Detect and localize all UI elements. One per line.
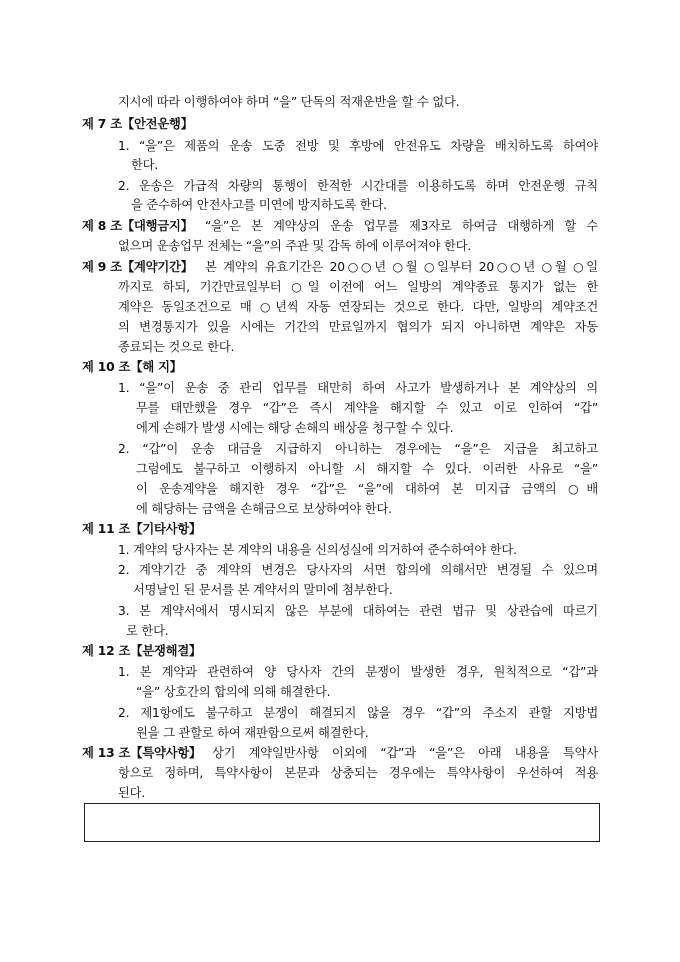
article-11-heading: 제 11 조【기타사항】 [82,522,202,536]
article-11-item-3-line-1: 3. 본 계약서에서 명시되지 않은 부분에 대하여는 관련 법규 및 상관습에 따르기 [118,604,598,618]
article-7-item-1-line-1: 1. “을”은 제품의 운송 도중 전방 및 후방에 안전유도 차량을 배치하도록 하여야 [118,139,598,153]
article-11-item-2-line-1: 2. 계약기간 중 계약의 변경은 당사자의 서면 합의에 의해서만 변경될 수 있으며 [118,563,598,577]
article-13-line-2: 항으로 정하며, 특약사항이 본문과 상충되는 경우에는 특약사항이 우선하여 적용 [118,766,598,780]
article-7-item-1-line-2: 한다. [131,158,159,172]
article-9-heading: 제 9 조【계약기간】 [82,260,193,274]
article-7-heading: 제 7 조【안전운행】 [82,117,193,131]
article-12-heading: 제 12 조【분쟁해결】 [82,644,202,658]
article-11-item-2-line-2: 서명날인 된 문서를 본 계약서의 말미에 첨부한다. [133,583,393,597]
article-10-item-2-line-4: 에 해당하는 금액을 손해금으로 보상하여야 한다. [136,502,392,516]
article-9-line-1: 본 계약의 유효기간은 20○○년 ○월 ○일부터 20○○년 ○월 ○일 [205,260,598,274]
article-10-item-1-line-1: 1. “을”이 운송 중 관리 업무를 태만히 하여 사고가 발생하거나 본 계약상의 의 [118,381,598,395]
article-8-line-2: 없으며 운송업무 전체는 “을”의 주관 및 감독 하에 이루어져야 한다. [118,239,472,253]
article-7-item-2-line-2: 을 준수하여 안전사고를 미연에 방지하도록 한다. [131,198,387,212]
article-10-item-1-line-2: 무를 태만했을 경우 “갑”은 즉시 계약을 해지할 수 있고 이로 인하여 “갑” [136,401,598,415]
article-13-heading: 제 13 조【특약사항】 [82,746,202,760]
article-9-line-4: 의 변경통지가 있을 시에는 기간의 만료일까지 협의가 되지 아니하면 계약은 자동 [118,320,598,334]
continuation-text: 지시에 따라 이행하여야 하며 “을” 단독의 적재운반을 할 수 없다. [118,95,460,109]
article-13-line-1: 상기 계약일반사항 이외에 “갑”과 “을”은 아래 내용을 특약사 [212,746,598,760]
article-12-item-2-line-1: 2. 제1항에도 불구하고 분쟁이 해결되지 않을 경우 “갑”의 주소지 관할 지방법 [118,706,598,720]
article-10-heading: 제 10 조【해 지】 [82,360,182,374]
article-9-line-2: 까지로 하되, 기간만료일부터 ○일 이전에 어느 일방의 계약종료 통지가 없는 한 [118,280,598,294]
article-12-item-1-line-1: 1. 본 계약과 관련하여 양 당사자 간의 분쟁이 발생한 경우, 원칙적으로 “갑”과 [118,665,598,679]
article-10-item-1-line-3: 에게 손해가 발생 시에는 해당 손해의 배상을 청구할 수 있다. [136,421,454,435]
article-10-item-2-line-1: 2. “갑”이 운송 대금을 지급하지 아니하는 경우에는 “을”은 지급을 최고하고 [118,442,598,456]
article-12-item-2-line-2: 원을 그 관할로 하여 재판함으로써 해결한다. [136,726,369,740]
article-12-item-1-line-2: “을” 상호간의 합의에 의해 해결한다. [136,685,331,699]
article-11-item-1-line-1: 1. 계약의 당사자는 본 계약의 내용을 신의성실에 의거하여 준수하여야 한다. [118,543,517,557]
article-10-item-2-line-2: 그럼에도 불구하고 이행하지 아니할 시 해지할 수 있다. 이러한 사유로 “을” [136,462,598,476]
article-8-heading: 제 8 조【대행금지】 [82,219,193,233]
article-11-item-3-line-2: 로 한다. [126,624,169,638]
article-7-item-2-line-1: 2. 운송은 가급적 차량의 통행이 한적한 시간대를 이용하도록 하며 안전운행 규칙 [118,179,598,193]
article-10-item-2-line-3: 이 운송계약을 해지한 경우 “갑”은 “을”에 대하여 본 미지급 금액의 ○배 [136,482,598,496]
article-9-line-3: 계약은 동일조건으로 매 ○년씩 자동 연장되는 것으로 한다. 다만, 일방의 계약조건 [118,300,598,314]
article-8-line-1: “을”은 본 계약상의 운송 업무를 제3자로 하여금 대행하게 할 수 [205,219,598,233]
article-13-line-3: 된다. [118,786,146,800]
article-9-line-5: 종료되는 것으로 한다. [118,340,235,354]
special-terms-box[interactable] [84,803,600,842]
